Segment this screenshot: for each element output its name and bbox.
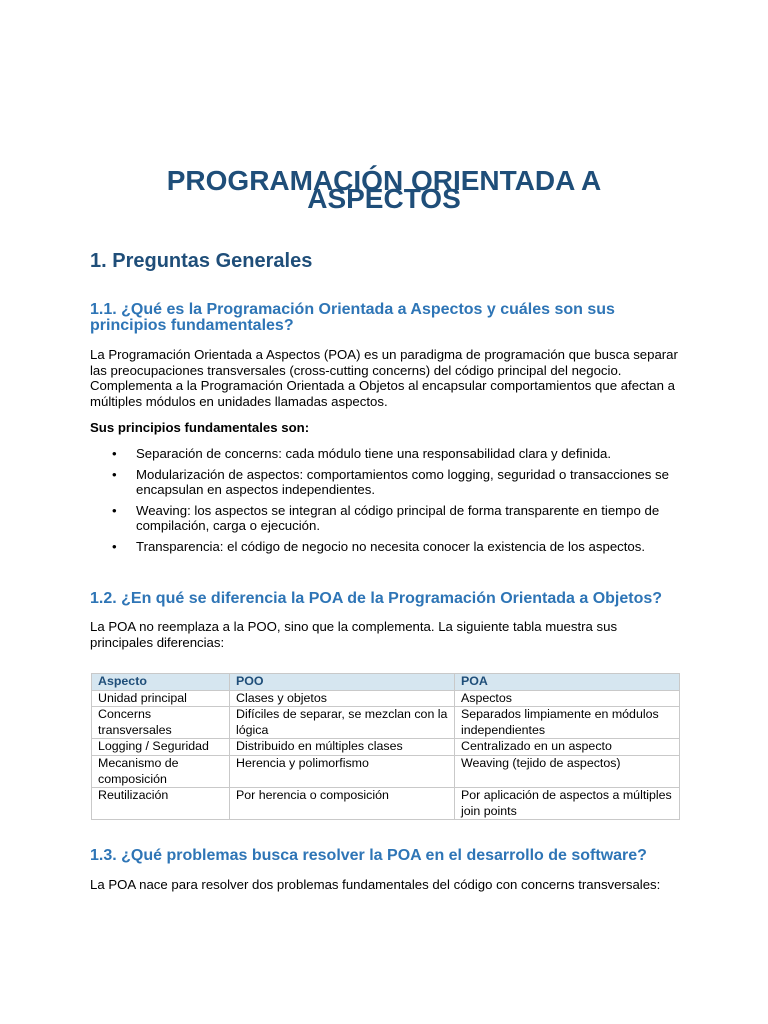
table-header-poo: POO <box>230 674 455 691</box>
table-cell: Separados limpiamente en módulos independientes <box>455 707 680 739</box>
list-item-text: Weaving: los aspectos se integran al código principal de forma transparente en tiempo de compilación, carga o ejecución. <box>136 502 660 534</box>
table-header-poa: POA <box>455 674 680 691</box>
table-cell: Por aplicación de aspectos a múltiples join points <box>455 788 680 820</box>
table-cell: Weaving (tejido de aspectos) <box>455 755 680 787</box>
table-cell: Difíciles de separar, se mezclan con la lógica <box>230 707 455 739</box>
question-heading-1-3: 1.3. ¿Qué problemas busca resolver la POA en el desarrollo de software? <box>90 847 647 864</box>
table-row <box>92 707 680 739</box>
table-cell: Herencia y polimorfismo <box>230 755 455 787</box>
table-header-aspecto: Aspecto <box>92 674 230 691</box>
principles-list <box>90 446 680 560</box>
table-row <box>92 739 680 756</box>
question-heading-1-1: 1.1. ¿Qué es la Programación Orientada a Aspectos y cuáles son sus principios fundamentales? <box>90 301 615 334</box>
table-cell: Reutilización <box>92 788 230 820</box>
paragraph-poa-vs-poo-intro: La POA no reemplaza a la POO, sino que la complementa. La siguiente tabla muestra sus principales diferencias: <box>90 619 618 650</box>
bullet-icon: • <box>112 446 117 461</box>
principles-label: Sus principios fundamentales son: <box>90 420 310 435</box>
table-cell: Mecanismo de composición <box>92 755 230 787</box>
list-item-text: Separación de concerns: cada módulo tiene una responsabilidad clara y definida. <box>136 446 612 461</box>
list-item-text: Modularización de aspectos: comportamientos como logging, seguridad o transacciones se encapsulan en aspectos independientes. <box>136 466 669 498</box>
table-row <box>92 788 680 820</box>
table-cell: Distribuido en múltiples clases <box>230 739 455 756</box>
section-heading-preguntas-generales: 1. Preguntas Generales <box>90 250 313 272</box>
table-header-row <box>92 674 680 691</box>
bullet-icon: • <box>112 466 117 482</box>
list-item <box>90 503 680 534</box>
comparison-table <box>91 673 680 820</box>
list-item <box>90 446 680 462</box>
bullet-icon: • <box>112 502 117 518</box>
table-cell: Concerns transversales <box>92 707 230 739</box>
paragraph-poa-problems-intro: La POA nace para resolver dos problemas fundamentales del código con concerns transversales: <box>90 877 661 892</box>
table-cell: Clases y objetos <box>230 690 455 707</box>
list-item <box>90 467 680 498</box>
table-row <box>92 755 680 787</box>
document-title: PROGRAMACIÓN ORIENTADA A ASPECTOS <box>166 165 602 214</box>
bullet-icon: • <box>112 538 117 554</box>
table-cell: Centralizado en un aspecto <box>455 739 680 756</box>
list-item <box>90 539 680 555</box>
paragraph-poa-definition: La Programación Orientada a Aspectos (POA) es un paradigma de programación que busca separar las preocupaciones transversales (cross-cutting concerns) del código principal del negocio. Complementa a la Programación Orientada a Objetos al encapsular comportamientos que afectan a múltiples módulos en unidades llamadas aspectos. <box>90 347 678 409</box>
question-heading-1-2: 1.2. ¿En qué se diferencia la POA de la Programación Orientada a Objetos? <box>90 590 663 607</box>
table-cell: Aspectos <box>455 690 680 707</box>
table-cell: Logging / Seguridad <box>92 739 230 756</box>
table-row <box>92 690 680 707</box>
table-cell: Por herencia o composición <box>230 788 455 820</box>
table-cell: Unidad principal <box>92 690 230 707</box>
list-item-text: Transparencia: el código de negocio no necesita conocer la existencia de los aspectos. <box>136 538 646 554</box>
